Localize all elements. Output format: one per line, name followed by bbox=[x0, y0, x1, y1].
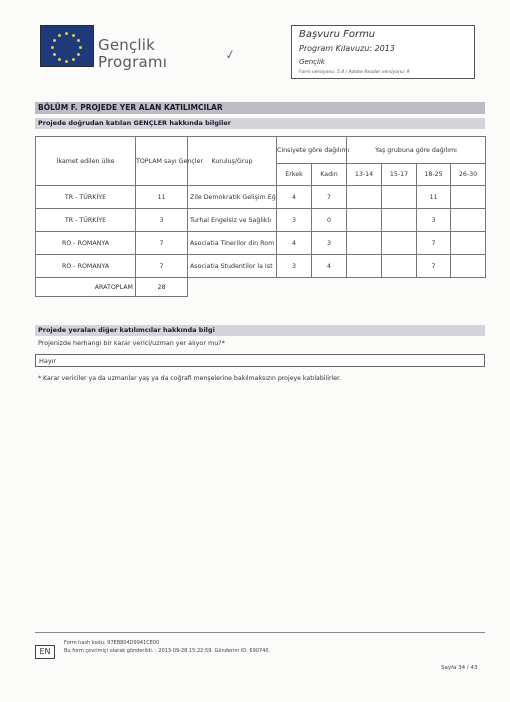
program-name: Gençlik bbox=[299, 58, 325, 66]
cell-male: 4 bbox=[277, 186, 312, 209]
cell-total: 7 bbox=[136, 255, 188, 278]
cell-organization: Turhal Engelsiz ve Sağlıklı bbox=[188, 209, 277, 232]
form-version: Form versiyonu: 5.4 / Adobe Reader versiyonu: 9 bbox=[299, 70, 410, 75]
participants-table bbox=[35, 136, 486, 297]
header-gender: Cinsiyete göre dağılımı bbox=[277, 137, 347, 164]
cell-country: RO - ROMANYA bbox=[36, 232, 136, 255]
table-row bbox=[36, 255, 486, 278]
language-badge: EN bbox=[35, 645, 55, 659]
header-age-15-17: 15-17 bbox=[382, 164, 417, 186]
program-brand bbox=[98, 37, 167, 71]
cell-age-15-17 bbox=[382, 209, 417, 232]
cell-male: 3 bbox=[277, 209, 312, 232]
cell-age-18-25: 3 bbox=[417, 209, 451, 232]
cell-age-26-30 bbox=[451, 255, 486, 278]
cell-female: 4 bbox=[312, 255, 347, 278]
subtotal-value: 28 bbox=[136, 278, 188, 297]
header-female: Kadın bbox=[312, 164, 347, 186]
header-country: İkamet edilen ülke bbox=[36, 137, 136, 186]
table-row bbox=[36, 232, 486, 255]
decision-maker-question: Projenizde herhangi bir karar verici/uzman yer alıyor mu?* bbox=[38, 339, 225, 347]
cell-organization: Zile Demokratik Gelişim Eğ bbox=[188, 186, 277, 209]
form-hash: Form hash kodu: 97EB804D9941CE00 bbox=[64, 640, 160, 646]
subtotal-row bbox=[36, 278, 486, 297]
cell-age-15-17 bbox=[382, 186, 417, 209]
header-age: Yaş grubuna göre dağılımı bbox=[347, 137, 486, 164]
table-row bbox=[36, 186, 486, 209]
header-organization: Kuruluş/Grup bbox=[188, 137, 277, 186]
cell-age-18-25: 7 bbox=[417, 232, 451, 255]
brand-line-2: Programı bbox=[98, 53, 168, 71]
page-number: Sayfa 34 / 43 bbox=[441, 665, 478, 671]
subtotal-empty bbox=[188, 278, 486, 297]
cell-age-26-30 bbox=[451, 232, 486, 255]
subsection-direct-participants: Projede doğrudan katılan GENÇLER hakkında bilgiler bbox=[35, 118, 485, 129]
decision-maker-note: * Karar vericiler ya da uzmanlar yaş ya da coğrafi menşelerine bakılmaksızın projeye katılabilirler. bbox=[38, 375, 341, 382]
cell-female: 7 bbox=[312, 186, 347, 209]
cell-female: 3 bbox=[312, 232, 347, 255]
table-row bbox=[36, 209, 486, 232]
header-age-13-14: 13-14 bbox=[347, 164, 382, 186]
footer-divider bbox=[35, 632, 485, 633]
brand-line-1: Gençlik bbox=[98, 36, 156, 54]
subsection-other-participants: Projede yeralan diğer katılımcılar hakkında bilgi bbox=[35, 325, 485, 336]
cell-age-13-14 bbox=[347, 232, 382, 255]
cell-total: 7 bbox=[136, 232, 188, 255]
cell-age-18-25: 11 bbox=[417, 186, 451, 209]
subtotal-label: ARATOPLAM bbox=[36, 278, 136, 297]
cell-total: 11 bbox=[136, 186, 188, 209]
cell-age-13-14 bbox=[347, 186, 382, 209]
form-info-box bbox=[291, 25, 475, 79]
cell-male: 3 bbox=[277, 255, 312, 278]
cell-age-15-17 bbox=[382, 232, 417, 255]
cell-male: 4 bbox=[277, 232, 312, 255]
cell-organization: Asociatia Tinerilor din Rom bbox=[188, 232, 277, 255]
program-guide: Program Kılavuzu: 2013 bbox=[299, 44, 395, 53]
cell-organization: Asociatia Studentilor la Ist bbox=[188, 255, 277, 278]
handwritten-mark: ✓ bbox=[223, 47, 238, 64]
cell-age-13-14 bbox=[347, 255, 382, 278]
cell-country: RO - ROMANYA bbox=[36, 255, 136, 278]
cell-age-26-30 bbox=[451, 209, 486, 232]
header-male: Erkek bbox=[277, 164, 312, 186]
cell-total: 3 bbox=[136, 209, 188, 232]
decision-maker-answer-field[interactable]: Hayır bbox=[35, 354, 485, 367]
eu-flag-logo bbox=[40, 25, 94, 67]
form-title: Başvuru Formu bbox=[299, 29, 376, 40]
cell-age-26-30 bbox=[451, 186, 486, 209]
cell-country: TR - TÜRKİYE bbox=[36, 209, 136, 232]
header-age-18-25: 18-25 bbox=[417, 164, 451, 186]
cell-country: TR - TÜRKİYE bbox=[36, 186, 136, 209]
cell-age-18-25: 7 bbox=[417, 255, 451, 278]
cell-age-15-17 bbox=[382, 255, 417, 278]
header-total: TOPLAM sayı Gençler bbox=[136, 137, 188, 186]
cell-female: 0 bbox=[312, 209, 347, 232]
submission-info: Bu form çevrimiçi olarak gönderildi. : 2013-09-28 15:22:59. Gönderim ID: 690740. bbox=[64, 648, 271, 654]
header-age-26-30: 26-30 bbox=[451, 164, 486, 186]
cell-age-13-14 bbox=[347, 209, 382, 232]
section-title: BÖLÜM F. PROJEDE YER ALAN KATILIMCILAR bbox=[35, 102, 485, 114]
